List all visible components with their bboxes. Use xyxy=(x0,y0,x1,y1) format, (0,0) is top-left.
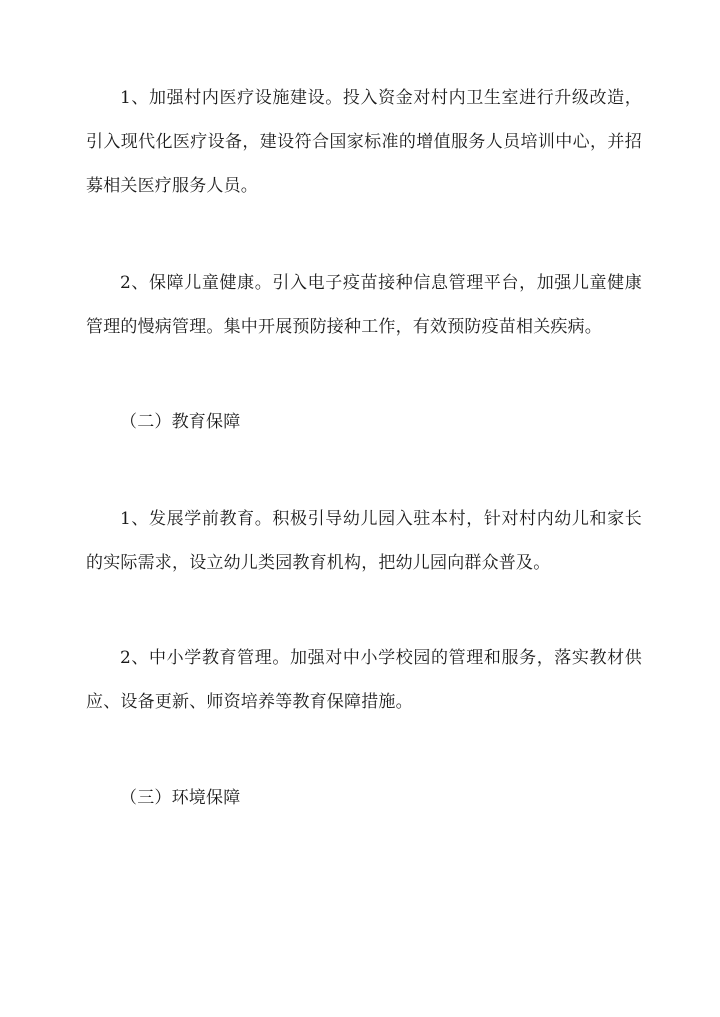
paragraph-medical-facilities: 1、加强村内医疗设施建设。投入资金对村内卫生室进行升级改造，引入现代化医疗设备，建设符合国家标准的增值服务人员培训中心，并招募相关医疗服务人员。 xyxy=(86,88,642,196)
section-heading-education: （二）教育保障 xyxy=(120,412,241,432)
section-heading-environment: （三）环境保障 xyxy=(120,788,241,808)
paragraph-preschool-education: 1、发展学前教育。积极引导幼儿园入驻本村，针对村内幼儿和家长的实际需求，设立幼儿类园教育机构，把幼儿园向群众普及。 xyxy=(86,509,642,573)
paragraph-school-management: 2、中小学教育管理。加强对中小学校园的管理和服务，落实教材供应、设备更新、师资培养等教育保障措施。 xyxy=(86,648,642,712)
paragraph-child-health: 2、保障儿童健康。引入电子疫苗接种信息管理平台，加强儿童健康管理的慢病管理。集中开展预防接种工作，有效预防疫苗相关疾病。 xyxy=(86,273,642,337)
